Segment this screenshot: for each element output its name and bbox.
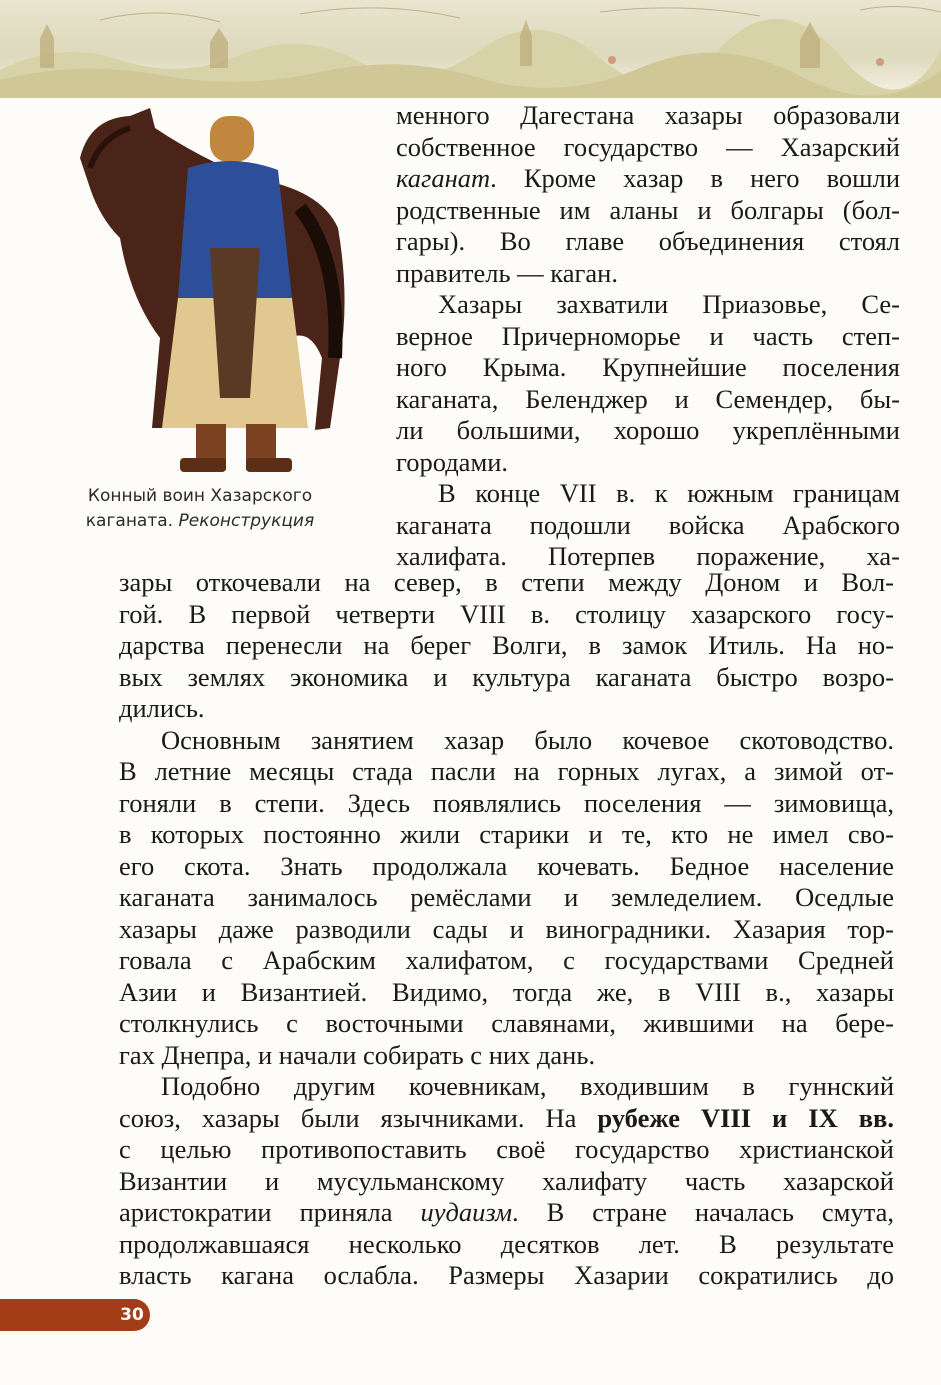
text-line: говала с Арабским халифатом, с государствами Средней xyxy=(119,945,894,975)
text-column-full xyxy=(119,567,894,1292)
text-line xyxy=(396,163,900,195)
text-line: зары откочевали на север, в степи между Доном и Вол- xyxy=(119,567,894,597)
text-line: городами. xyxy=(396,446,509,477)
horse-rider-figure xyxy=(60,98,350,480)
illustration-caption xyxy=(30,484,370,534)
text-line xyxy=(119,1197,894,1229)
text-line: верное Причерноморье и часть степ- xyxy=(396,320,900,351)
text-line: родственные им аланы и болгары (бол- xyxy=(396,194,900,225)
landscape-map-engraving xyxy=(0,0,941,98)
text-line: каганата подошли войска Арабского xyxy=(396,509,900,540)
caption-line-1: Конный воин Хазарского xyxy=(87,486,313,506)
text-line: хазары даже разводили сады и виноградники. Хазария тор- xyxy=(119,913,894,944)
caption-line-2 xyxy=(30,509,370,534)
text-line: гах Днепра, и начали собирать с них дань. xyxy=(119,1039,596,1070)
text-line: дились. xyxy=(119,693,205,723)
text-line: каганата занималось ремёслами и земледелием. Оседлые xyxy=(119,882,894,912)
header-decoration xyxy=(0,0,941,98)
text-line: столкнулись с восточными славянами, жившими на бере- xyxy=(119,1008,894,1038)
text-line: менного Дагестана хазары образовали xyxy=(396,100,900,130)
text-line: халифата. Потерпев поражение, ха- xyxy=(396,541,900,571)
caption-text: каганата. xyxy=(85,511,174,531)
term-kaganat: каганат xyxy=(396,163,491,193)
text-line: правитель — каган. xyxy=(396,257,618,288)
text-line: каганата, Беленджер и Семендер, бы- xyxy=(396,383,900,414)
text-line: гоняли в степи. Здесь появлялись поселения — зимовища, xyxy=(119,787,894,818)
term-rubezh: рубеже VIII и IX вв. xyxy=(597,1102,894,1133)
text-line: В конце VII в. к южным границам xyxy=(438,478,900,508)
text-span: аристократии приняла xyxy=(119,1197,421,1227)
text-line: вых землях экономика и культура каганата быстро возро- xyxy=(119,661,894,692)
text-line: собственное государство — Хазарский xyxy=(396,131,900,162)
text-span: . Кроме хазар в него вошли xyxy=(490,163,900,193)
caption-italic: Реконструкция xyxy=(178,511,315,531)
text-line xyxy=(119,1103,894,1135)
text-span: . В стране началась смута, xyxy=(511,1197,894,1227)
text-line: гой. В первой четверти VIII в. столицу хазарского госу- xyxy=(119,598,894,629)
text-line: в которых постоянно жили старики и те, кто не имел сво- xyxy=(119,819,894,849)
page-number: 30 xyxy=(120,1305,144,1325)
term-iudaizm: иудаизм xyxy=(420,1197,512,1227)
text-line: Византии и мусульманскому халифату часть хазарской xyxy=(119,1165,894,1196)
text-line: гары). Во главе объединения стоял xyxy=(396,226,900,256)
text-line: дарства перенесли на берег Волги, в замок Итиль. На но- xyxy=(119,630,894,660)
text-line: продолжавшаяся несколько десятков лет. В результате xyxy=(119,1228,894,1259)
text-column-right xyxy=(396,100,900,573)
text-line: Азии и Византией. Видимо, тогда же, в VIII в., хазары xyxy=(119,976,894,1007)
text-line: Подобно другим кочевникам, входившим в гуннский xyxy=(161,1071,894,1101)
text-span: союз, хазары были язычниками. На xyxy=(119,1102,598,1133)
text-line: ли большими, хорошо укреплёнными xyxy=(396,415,900,445)
text-line: ного Крыма. Крупнейшие поселения xyxy=(396,352,900,382)
text-line: Хазары захватили Приазовье, Се- xyxy=(438,289,900,319)
horseman-illustration xyxy=(60,98,350,480)
text-line: Основным занятием хазар было кочевое скотоводство. xyxy=(161,724,894,755)
text-line: его скота. Знать продолжала кочевать. Бедное население xyxy=(119,850,894,881)
text-line: В летние месяцы стада пасли на горных лугах, а зимой от- xyxy=(119,756,894,786)
text-line: с целью противопоставить своё государство христианской xyxy=(119,1134,894,1164)
text-line: власть кагана ослабла. Размеры Хазарии сократились до xyxy=(119,1260,894,1290)
